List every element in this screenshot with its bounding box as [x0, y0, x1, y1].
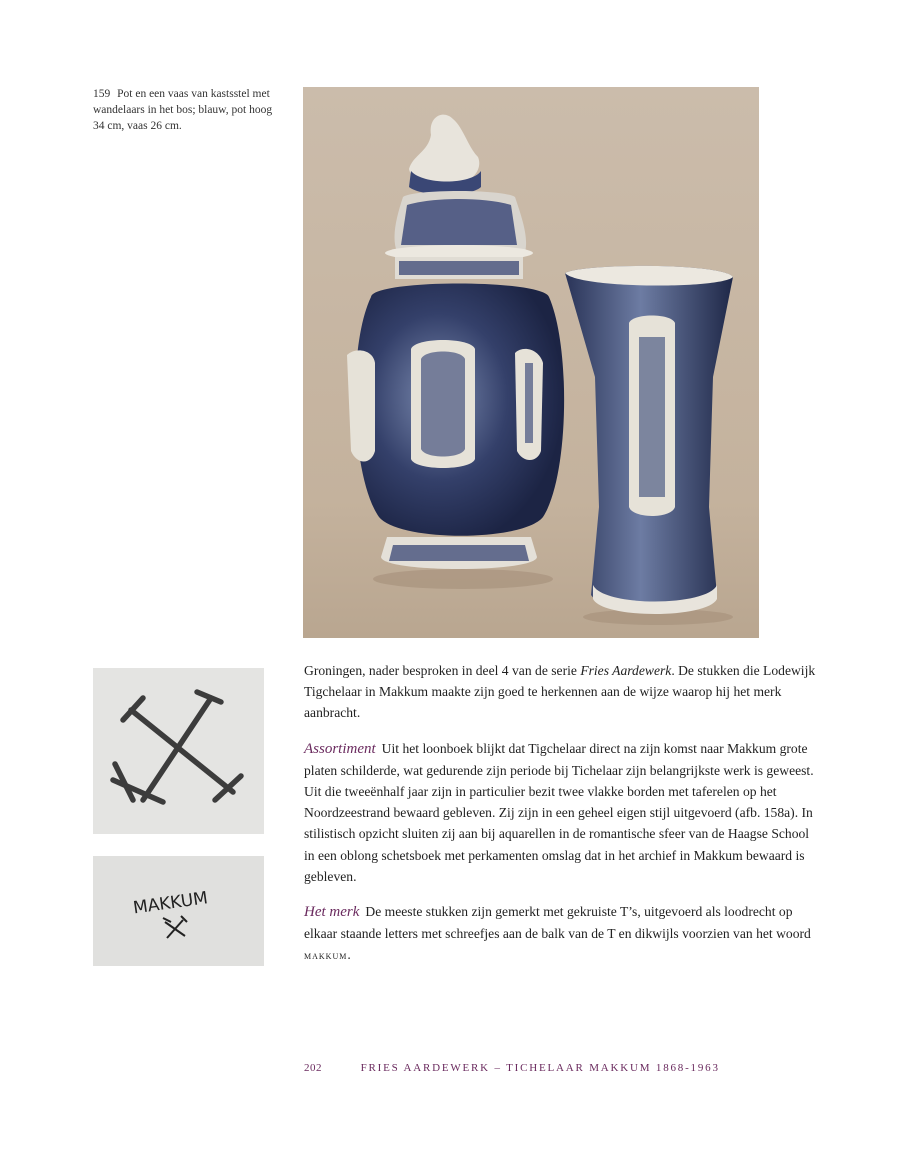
page-number: 202 [304, 1062, 322, 1074]
makkum-mark-photo [93, 856, 264, 966]
figure-caption-text: Pot en een vaas van kastsstel met wandelaars in het bos; blauw, pot hoog 34 cm, vaas 26 cm. [93, 88, 273, 132]
paragraph-intro: Groningen, nader besproken in deel 4 van de serie Fries Aardewerk. De stukken die Lodewijk Tigchelaar in Makkum maakte zijn goed te herkennen aan de wijze waarop hij het merk aanbracht. [304, 663, 816, 721]
crossed-t-mark-photo [93, 668, 264, 834]
makkum-word: makkum [304, 948, 348, 963]
subheading-merk: Het merk [304, 904, 360, 921]
paragraph-assortiment: Assortiment Uit het loonboek blijkt dat Tigchelaar direct na zijn komst naar Makkum grote platen schilderde, wat gedurende zijn periode bij Tichelaar zijn belangrijkste werk is geweest. Uit die tweeënhalf jaar zijn in particulier bezit twee vlakke borden met taferelen op het Noordzeestrand bewaard gebleven. Zij zijn in een geheel eigen stijl uitgevoerd (afb. 158a). In stilistisch opzicht sluiten zij aan bij aquarellen in de romantische sfeer van de Haagse School in een oblong schetsboek met perkamenten omslag dat in het archief in Makkum bewaard is gebleven. [304, 740, 814, 884]
series-title: Fries Aardewerk [580, 663, 672, 678]
paragraph-merk: Het merk De meeste stukken zijn gemerkt met gekruiste T’s, uitgevoerd als loodrecht op elkaar staande letters met schreefjes aan de balk van de T en dikwijls voorzien van het woord makkum. [304, 904, 811, 963]
page-footer [304, 1062, 720, 1074]
makkum-mark-text: MAKKUM [131, 888, 210, 919]
running-title: FRIES AARDEWERK – TICHELAAR MAKKUM 1868-1963 [360, 1062, 720, 1074]
subheading-assortiment: Assortiment [304, 740, 376, 757]
article-body [304, 660, 816, 981]
figure-number: 159 [93, 88, 111, 100]
photo-pot-and-vase [303, 87, 759, 638]
figure-caption [93, 86, 283, 134]
